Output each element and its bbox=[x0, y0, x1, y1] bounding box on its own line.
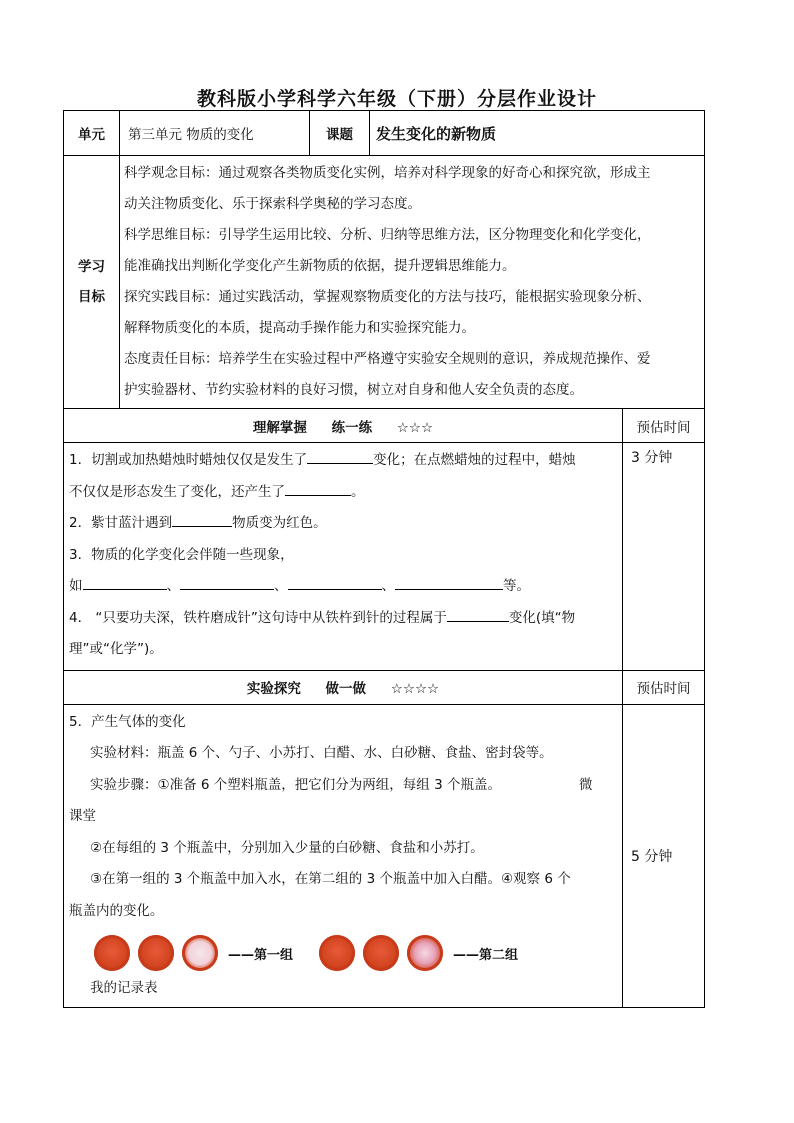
bottle-cap-image bbox=[319, 935, 355, 971]
question-3-line1: 3．物质的化学变化会伴随一些现象， bbox=[69, 546, 294, 563]
section2-stars: ☆☆☆☆ bbox=[390, 681, 440, 697]
section2-title-a: 实验探究 bbox=[246, 681, 301, 697]
section1-body-row bbox=[64, 443, 705, 671]
section2-time-value: 5 分钟 bbox=[623, 704, 705, 1007]
step-3b-text: 瓶盖内的变化。 bbox=[69, 902, 164, 919]
section1-time-value: 3 分钟 bbox=[623, 443, 705, 671]
steps-text-a: 实验步骤：①准备 6 个塑料瓶盖，把它们分为两组，每组 3 个瓶盖。 bbox=[90, 776, 501, 793]
q3-blank-1[interactable] bbox=[83, 575, 167, 590]
section2-time-label: 预估时间 bbox=[623, 670, 705, 704]
question-3-line2 bbox=[64, 571, 622, 603]
q1-blank-2[interactable] bbox=[285, 481, 351, 496]
section2-header-row bbox=[64, 670, 705, 704]
q3-sep: 、 bbox=[274, 578, 288, 594]
goal-line: 探究实践目标：通过实践活动，掌握观察物质变化的方法与技巧，能根据实验现象分析、 bbox=[124, 289, 651, 305]
section1-questions bbox=[64, 443, 623, 671]
q3-sep: 、 bbox=[381, 578, 395, 594]
homework-table bbox=[63, 110, 705, 1008]
goal-line: 解释物质变化的本质，提高动手操作能力和实验探究能力。 bbox=[124, 320, 475, 336]
section1-title bbox=[64, 409, 623, 443]
section1-title-b: 练一练 bbox=[331, 419, 373, 436]
q3-blank-3[interactable] bbox=[288, 575, 382, 590]
record-table-label: 我的记录表 bbox=[90, 980, 158, 996]
goals-content bbox=[120, 156, 705, 409]
unit-row bbox=[64, 111, 705, 156]
q1-text-c: 不仅仅是形态发生了变化，还产生了 bbox=[69, 483, 285, 500]
bottle-cap-image bbox=[94, 935, 130, 971]
q4-text-a: 4． “只要功夫深，铁杵磨成针”这句诗中从铁杵到针的过程属于 bbox=[69, 609, 447, 626]
section2-title-b: 做一做 bbox=[325, 681, 367, 697]
steps-line1 bbox=[64, 770, 622, 802]
question-5-title: 5．产生气体的变化 bbox=[69, 713, 186, 730]
section1-title-a: 理解掌握 bbox=[252, 419, 307, 436]
group-1-label: ——第一组 bbox=[228, 947, 294, 963]
page-title: 教科版小学科学六年级（下册）分层作业设计 bbox=[196, 88, 597, 110]
bottle-cap-image bbox=[407, 935, 443, 971]
goals-label-line1: 学习 bbox=[78, 259, 105, 275]
q3-blank-2[interactable] bbox=[180, 575, 274, 590]
goal-line: 护实验器材、节约实验材料的良好习惯，树立对自身和他人安全负责的态度。 bbox=[124, 382, 583, 398]
topic-value: 发生变化的新物质 bbox=[370, 111, 705, 156]
question-1-line2 bbox=[64, 477, 622, 509]
step-3-text: ③在第一组的 3 个瓶盖中加入水，在第二组的 3 个瓶盖中加入白醋。④观察 6 个 bbox=[90, 871, 571, 887]
q1-text-b: 变化；在点燃蜡烛的过程中，蜡烛 bbox=[373, 452, 576, 468]
section1-time-label: 预估时间 bbox=[623, 409, 705, 443]
q2-text-b: 物质变为红色。 bbox=[232, 515, 327, 531]
q3-sep: 、 bbox=[166, 578, 180, 594]
unit-label: 单元 bbox=[64, 111, 120, 156]
question-4-line1 bbox=[64, 603, 622, 635]
q4-blank[interactable] bbox=[447, 607, 509, 622]
section1-stars: ☆☆☆ bbox=[396, 419, 434, 436]
topic-label: 课题 bbox=[310, 111, 370, 156]
q4-text-b: 变化(填“物 bbox=[508, 609, 576, 626]
goal-line: 科学思维目标：引导学生运用比较、分析、归纳等思维方法，区分物理变化和化学变化， bbox=[124, 227, 651, 243]
q3-text-b: 如 bbox=[69, 578, 83, 594]
goals-row bbox=[64, 156, 705, 409]
materials-text: 实验材料：瓶盖 6 个、勺子、小苏打、白醋、水、白砂糖、食盐、密封袋等。 bbox=[90, 745, 553, 761]
section2-content bbox=[64, 704, 623, 1007]
section2-title bbox=[64, 670, 623, 704]
goals-label-line2: 目标 bbox=[78, 289, 105, 305]
q3-end: 等。 bbox=[503, 578, 530, 594]
goal-line: 态度责任目标：培养学生在实验过程中严格遵守实验安全规则的意识，养成规范操作、爱 bbox=[124, 351, 651, 367]
bottle-caps-illustration bbox=[64, 927, 622, 973]
bottle-cap-image bbox=[182, 935, 218, 971]
goal-line: 动关注物质变化、乐于探索科学奥秘的学习态度。 bbox=[124, 196, 421, 212]
bottle-cap-image bbox=[363, 935, 399, 971]
step-2-text: ②在每组的 3 个瓶盖中，分别加入少量的白砂糖、食盐和小苏打。 bbox=[90, 839, 484, 856]
micro-class-label-a: 微 bbox=[578, 776, 593, 793]
q3-blank-4[interactable] bbox=[395, 575, 503, 590]
question-4-line2: 理”或“化学”)。 bbox=[69, 641, 163, 657]
question-2 bbox=[64, 508, 622, 540]
goals-label bbox=[64, 156, 120, 409]
q1-text-d: 。 bbox=[351, 483, 365, 500]
group-2-label: ——第二组 bbox=[453, 947, 519, 963]
q2-text-a: 2．紫甘蓝汁遇到 bbox=[69, 515, 173, 531]
q1-text-a: 1．切割或加热蜡烛时蜡烛仅仅是发生了 bbox=[69, 452, 308, 468]
unit-value: 第三单元 物质的变化 bbox=[120, 111, 310, 156]
goal-line: 科学观念目标：通过观察各类物质变化实例，培养对科学现象的好奇心和探究欲，形成主 bbox=[124, 165, 651, 181]
section2-body-row bbox=[64, 704, 705, 1007]
bottle-cap-image bbox=[138, 935, 174, 971]
q1-blank-1[interactable] bbox=[307, 449, 373, 464]
goal-line: 能准确找出判断化学变化产生新物质的依据，提升逻辑思维能力。 bbox=[124, 258, 516, 274]
question-1-line1 bbox=[64, 445, 622, 477]
section1-header-row bbox=[64, 409, 705, 443]
q2-blank[interactable] bbox=[172, 512, 232, 527]
steps-line1b: 课堂 bbox=[69, 808, 96, 824]
